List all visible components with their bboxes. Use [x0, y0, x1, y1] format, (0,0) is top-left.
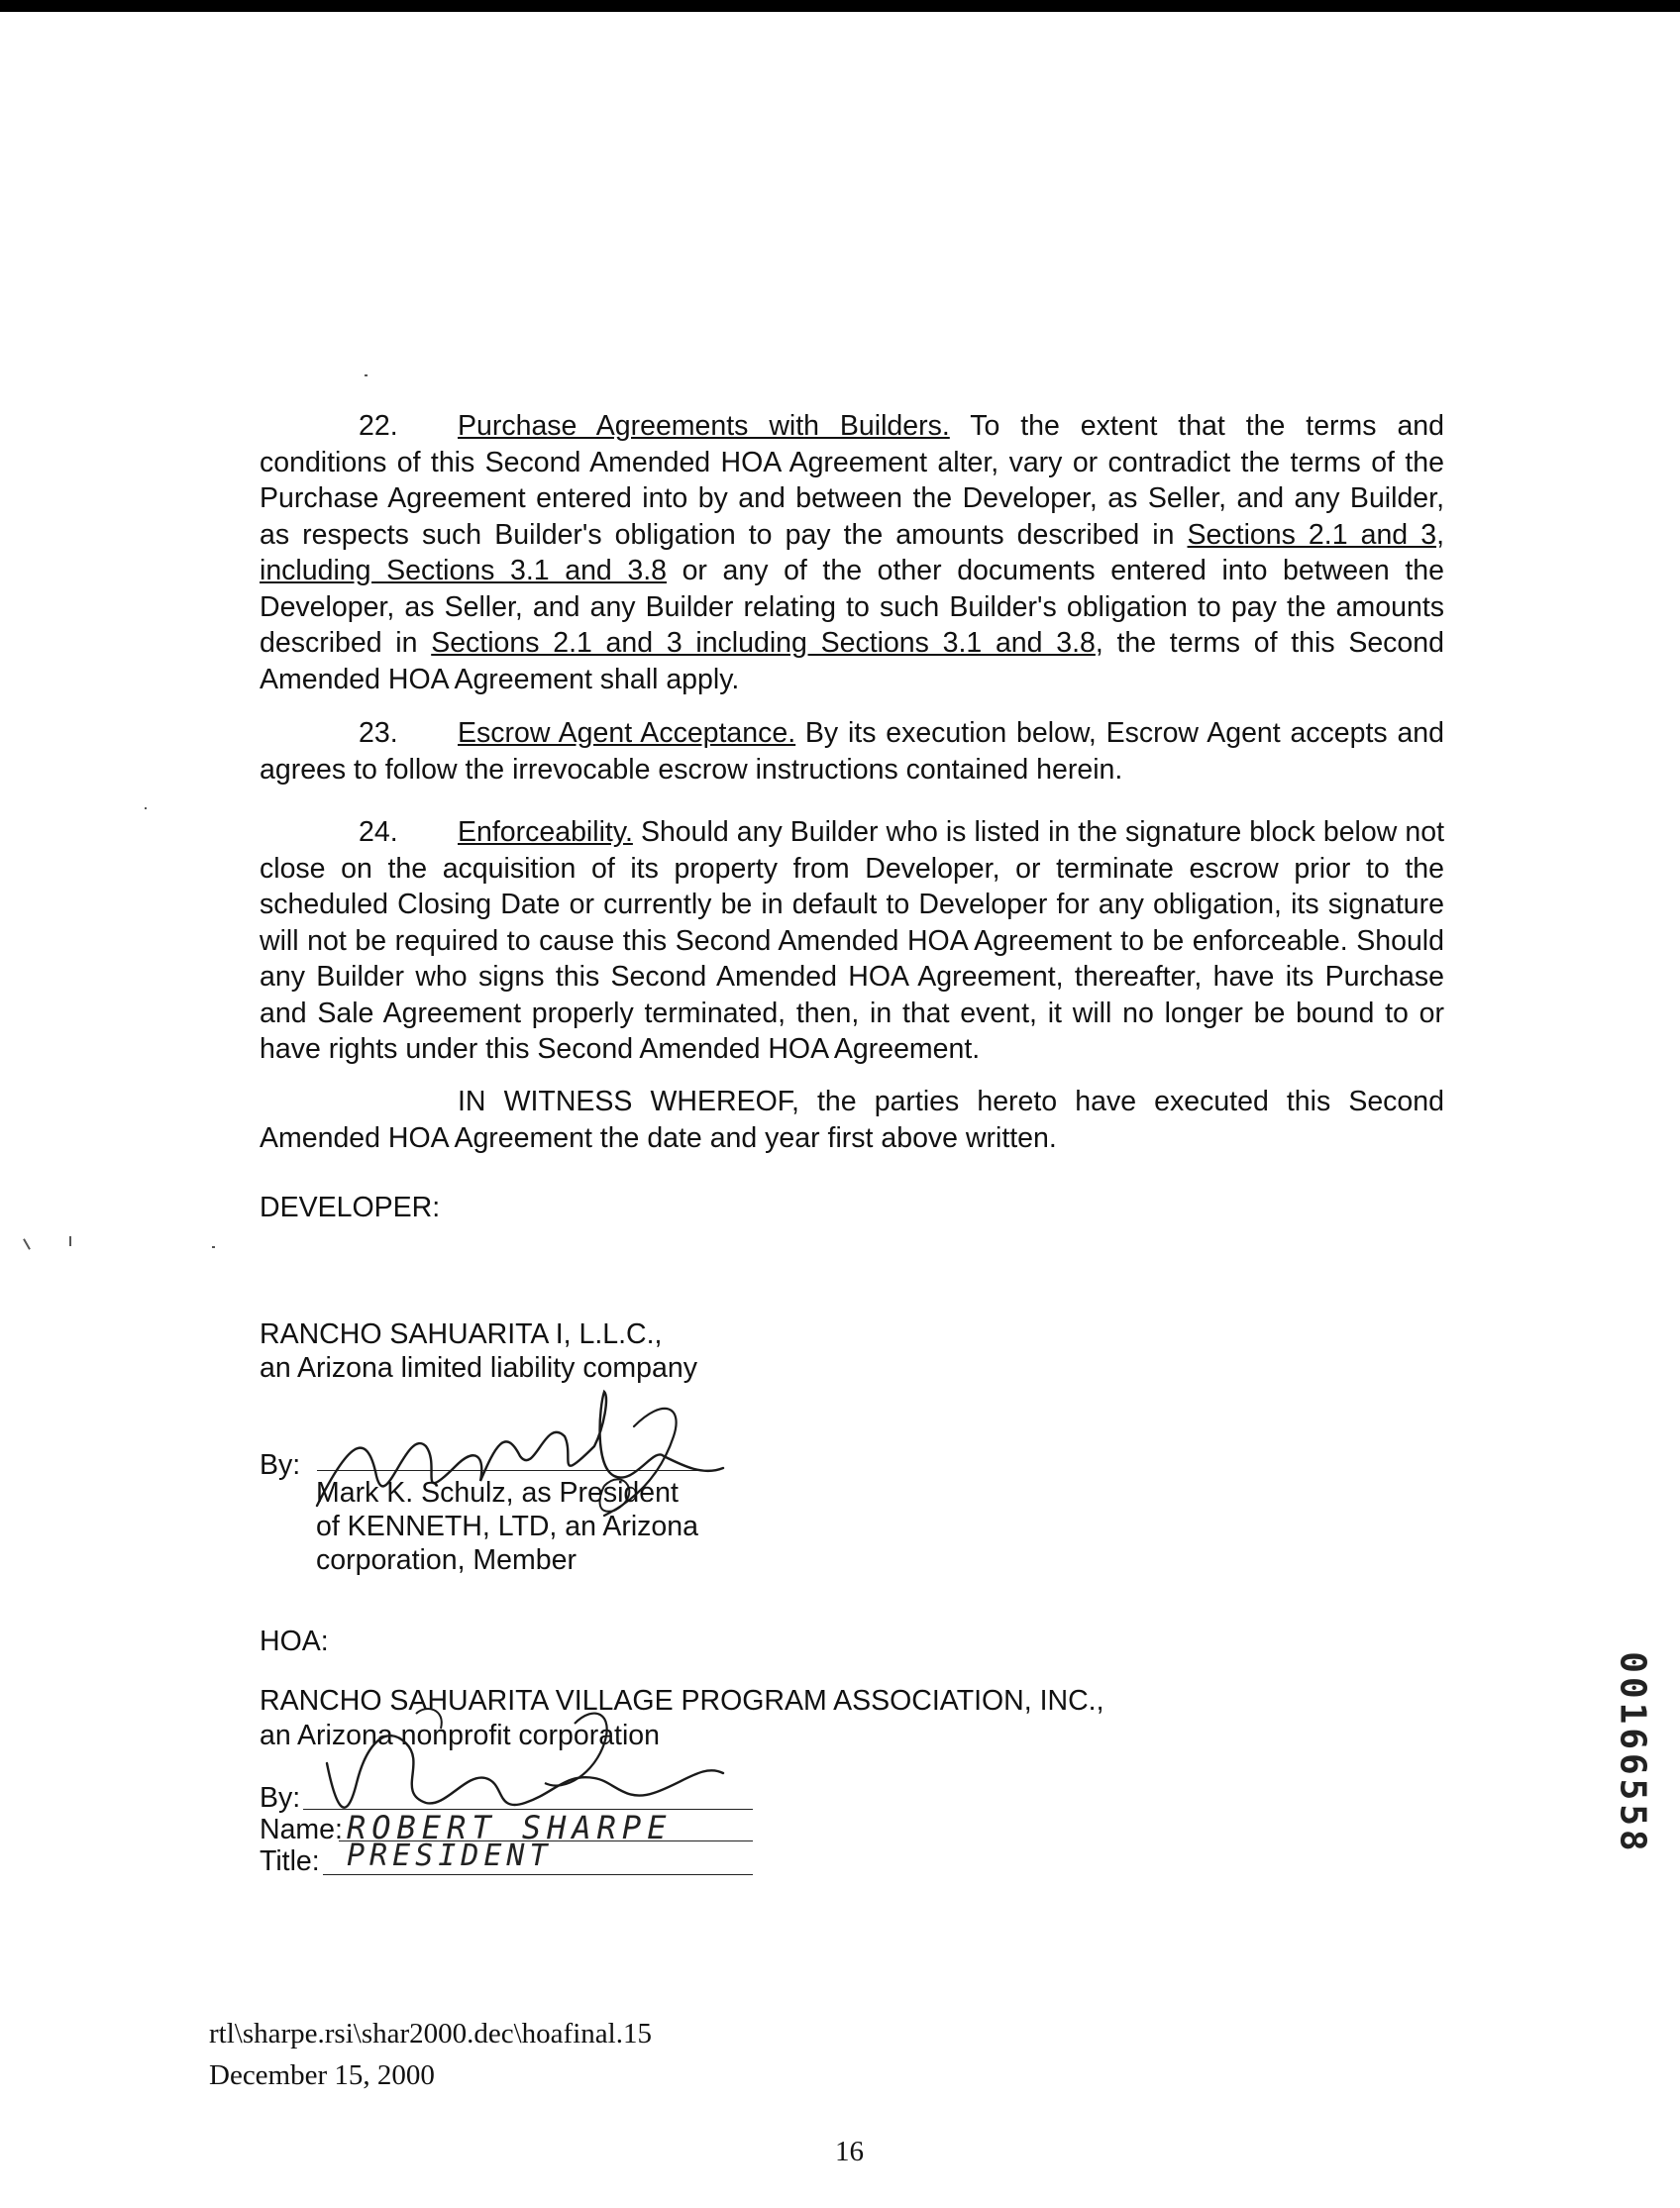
section-text: or any of the other documents entered into between the Developer, as Seller, and any Builder relating to such Builder's obligation to pay the amounts described in — [260, 555, 1444, 659]
section-text: To the extent that the terms and conditions of this Second Amended HOA Agreement alter, vary or contradict the terms of the Purchase Agreement entered into by and between the Developer, as Seller, and any Builder, as respects such Builder's obligation to pay the amounts described in — [260, 410, 1444, 551]
developer-signer-line1: Mark K. Schulz, as President — [316, 1477, 679, 1509]
section-22 — [260, 408, 1444, 697]
developer-label: DEVELOPER: — [260, 1192, 441, 1223]
section-number: 22. — [359, 410, 398, 442]
developer-signer-line2: of KENNETH, LTD, an Arizona — [316, 1511, 698, 1542]
witness-clause: IN WITNESS WHEREOF, the parties hereto have executed this Second Amended HOA Agreement the date and year first above written. — [260, 1086, 1444, 1154]
bates-stamp — [1613, 1585, 1652, 1922]
hoa-entity-desc: an Arizona nonprofit corporation — [260, 1720, 661, 1751]
hoa-title-line — [323, 1874, 753, 1875]
developer-entity: RANCHO SAHUARITA I, L.L.C., — [260, 1318, 663, 1350]
developer-entity-desc: an Arizona limited liability company — [260, 1352, 697, 1384]
developer-signer-line3: corporation, Member — [316, 1544, 577, 1576]
section-23 — [260, 715, 1444, 788]
hoa-name-value: ROBERT SHARPE — [347, 1809, 673, 1846]
section-number: 23. — [359, 717, 398, 749]
developer-by-label: By: — [260, 1449, 301, 1481]
section-heading: Enforceability. — [458, 816, 633, 848]
section-reference: Sections 2.1 and 3, including Sections 3.1 and 3.8 — [260, 518, 1444, 586]
scan-speck — [365, 374, 368, 376]
section-heading: Purchase Agreements with Builders. — [458, 410, 950, 442]
section-text: Should any Builder who is listed in the signature block below not close on the acquisition of its property from Developer, or terminate escrow prior to the scheduled Closing Date or currently be in default to Developer for any obligation, its signature will not be required to cause this Second Amended HOA Agreement to be enforceable. Should any Builder who signs this Second Amended HOA Agreement, thereafter, have its Purchase and Sale Agreement properly terminated, then, in that event, it will no longer be bound to or have rights under this Second Amended HOA Agreement. — [260, 816, 1444, 1065]
section-text: , the terms of this Second Amended HOA Agreement shall apply. — [260, 627, 1444, 695]
hoa-name-label: Name: — [260, 1814, 343, 1845]
hoa-by-label: By: — [260, 1782, 301, 1814]
scan-speck — [23, 1238, 31, 1249]
section-reference: Sections 2.1 and 3 including Sections 3.1 and 3.8 — [431, 627, 1096, 659]
section-text: By its execution below, Escrow Agent accepts and agrees to follow the irrevocable escrow instructions contained herein. — [260, 717, 1444, 786]
section-24 — [260, 814, 1444, 1068]
scan-speck — [212, 1246, 215, 1248]
hoa-entity: RANCHO SAHUARITA VILLAGE PROGRAM ASSOCIATION, INC., — [260, 1685, 1104, 1717]
section-number: 24. — [359, 816, 398, 848]
hoa-title-label: Title: — [260, 1845, 320, 1877]
page-number: 16 — [835, 2136, 864, 2167]
scan-speck — [145, 807, 147, 809]
section-heading: Escrow Agent Acceptance. — [458, 717, 796, 749]
footer-date: December 15, 2000 — [209, 2059, 435, 2091]
footer-file-path: rtl\sharpe.rsi\shar2000.dec\hoafinal.15 — [209, 2018, 652, 2050]
scan-speck — [69, 1236, 71, 1246]
hoa-label: HOA: — [260, 1626, 329, 1657]
bates-number: 00166558 — [1612, 1651, 1653, 1855]
hoa-title-value: PRESIDENT — [347, 1839, 553, 1873]
